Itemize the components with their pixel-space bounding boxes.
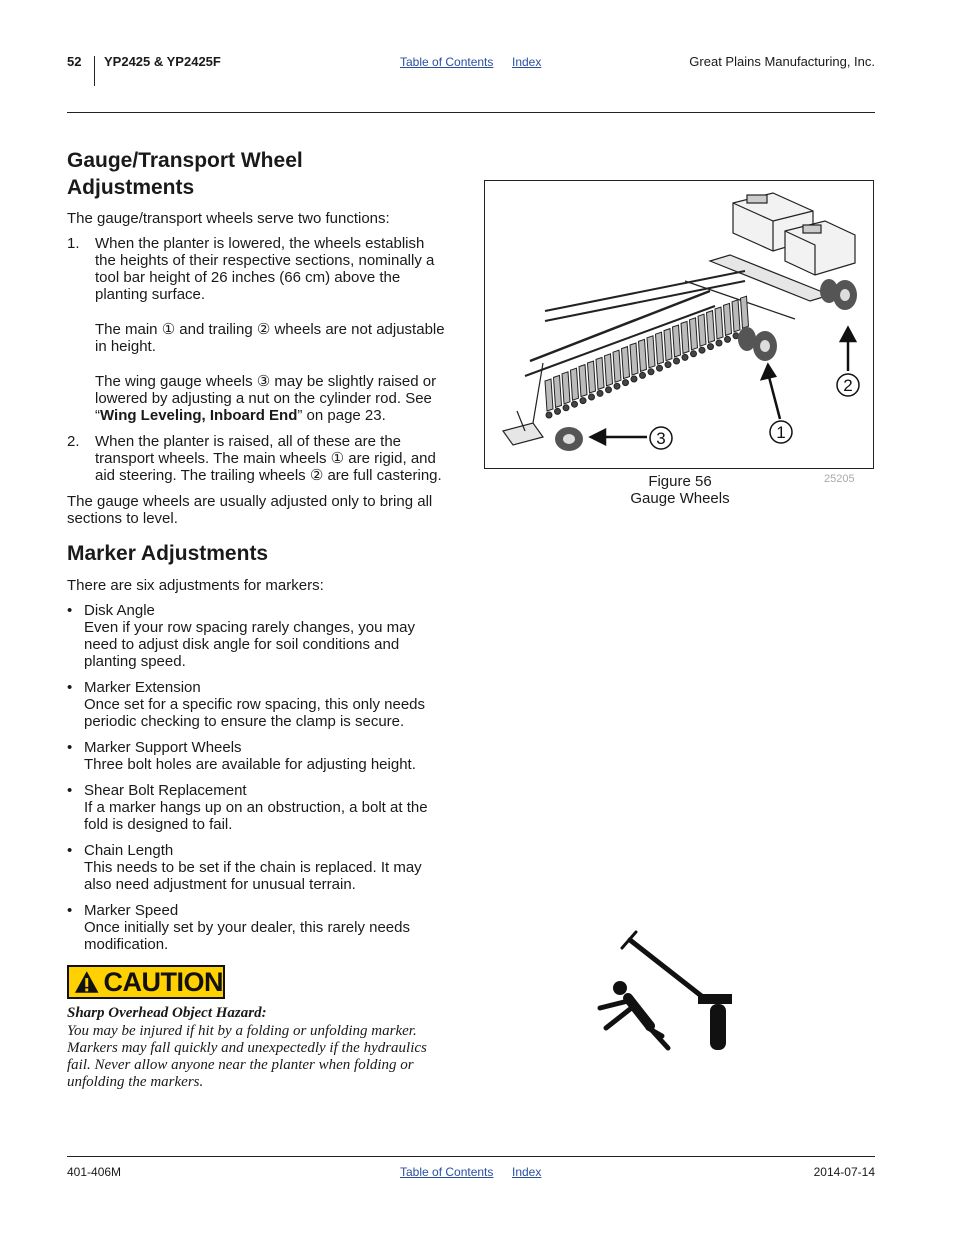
caution-banner (67, 965, 225, 999)
row-unit (681, 321, 689, 353)
row-unit-wheel (546, 412, 552, 418)
bullet-glyph: • (67, 842, 73, 859)
row-unit-wheel (589, 394, 595, 400)
row-unit-wheel (716, 340, 722, 346)
row-unit-wheel (648, 369, 654, 375)
cross-reference-wing-leveling: Wing Leveling, Inboard End (100, 407, 298, 424)
warning-triangle-icon (74, 970, 100, 994)
list-item: Marker Speed Once initially set by your dealer, this rarely needs modification. (84, 902, 410, 953)
list-item-2-text: When the planter is raised, all of these are the transport wheels. The main wheels ① are rigid, and aid steering. The trailing wheels ② are full castering. (95, 433, 442, 484)
row-unit-wheel (597, 390, 603, 396)
row-unit (690, 318, 698, 350)
row-unit (622, 347, 630, 379)
row-unit-wheel (614, 383, 620, 389)
row-unit (724, 303, 732, 335)
overhead-marker-hazard-icon (588, 928, 738, 1056)
model-title: YP2425 & YP2425F (104, 54, 221, 69)
list-item: Shear Bolt Replacement If a marker hangs up on an obstruction, a bolt at the fold is designed to fail. (84, 782, 428, 833)
row-unit (741, 296, 749, 328)
list-item: Chain Length This needs to be set if the chain is replaced. It may also need adjustment for unusual terrain. (84, 842, 422, 893)
row-unit (545, 379, 553, 411)
bullet-glyph: • (67, 739, 73, 756)
list-item: Marker Extension Once set for a specific row spacing, this only needs periodic checking to ensure the clamp is secure. (84, 679, 426, 730)
list-item-1-para2: The main ① and trailing ② wheels are not adjustable in height. (95, 321, 445, 355)
row-unit (698, 314, 706, 346)
list-number-2: 2. (67, 433, 80, 450)
list-item: Marker Support Wheels Three bolt holes are available for adjusting height. (84, 739, 416, 773)
row-unit-wheel (665, 362, 671, 368)
gauge-closing: The gauge wheels are usually adjusted only to bring all sections to level. (67, 493, 433, 527)
row-unit-wheel (708, 344, 714, 350)
bullet-glyph: • (67, 902, 73, 919)
row-unit-wheel (631, 376, 637, 382)
hazard-text: You may be injured if hit by a folding or unfolding marker. Markers may fall quickly and unexpectedly if the hydraulics fail. Never allow anyone near the planter when folding or unfolding the markers. (67, 1023, 427, 1090)
doc-number: 401-406M (67, 1165, 122, 1179)
planter-illustration (485, 181, 873, 468)
row-unit-wheel (606, 387, 612, 393)
row-unit (639, 339, 647, 371)
page-number: 52 (67, 54, 82, 69)
row-unit (732, 300, 740, 332)
bullet-glyph: • (67, 679, 73, 696)
row-unit-wheel (725, 336, 731, 342)
list-item: Disk Angle Even if your row spacing rarely changes, you may need to adjust disk angle for soil conditions and planting speed. (84, 602, 415, 670)
section-title-marker: Marker Adjustments (67, 542, 269, 565)
callout-3: 3 (656, 429, 666, 448)
row-unit-wheel (572, 401, 578, 407)
row-unit-wheel (563, 405, 569, 411)
callout-1: 1 (776, 423, 786, 442)
row-unit-wheel (623, 380, 629, 386)
figure-gauge-wheels (484, 180, 874, 469)
footer-date: 2014-07-14 (813, 1165, 875, 1179)
row-unit (554, 375, 562, 407)
row-unit-wheel (640, 372, 646, 378)
callout-2: 2 (843, 376, 853, 395)
row-unit (664, 329, 672, 361)
row-unit (647, 336, 655, 368)
caution-label: CAUTION (103, 966, 223, 997)
footer-rule (67, 1156, 875, 1157)
list-number-1: 1. (67, 235, 80, 252)
row-unit (707, 311, 715, 343)
row-unit (613, 350, 621, 382)
footer-index-link[interactable]: Index (512, 1165, 542, 1179)
header-rule (67, 112, 875, 113)
row-unit (605, 354, 613, 386)
row-unit-wheel (674, 358, 680, 364)
row-unit (596, 357, 604, 389)
figure-ref-number: 25205 (824, 473, 855, 485)
gauge-intro: The gauge/transport wheels serve two functions: (67, 210, 390, 227)
bullet-glyph: • (67, 782, 73, 799)
header-index-link[interactable]: Index (512, 55, 542, 69)
row-unit-wheel (682, 354, 688, 360)
bullet-glyph: • (67, 602, 73, 619)
figure-caption: Figure 56 Gauge Wheels (630, 473, 730, 507)
row-unit (588, 361, 596, 393)
hazard-title: Sharp Overhead Object Hazard: (67, 1005, 267, 1021)
header-toc-link[interactable]: Table of Contents (400, 55, 494, 69)
row-unit-wheel (555, 408, 561, 414)
list-item-1-para3: The wing gauge wheels ③ may be slightly raised or lowered by adjusting a nut on the cylinder rod. See “Wing Leveling, Inboard End” on page 23. (95, 373, 437, 424)
row-unit (579, 365, 587, 397)
row-unit (630, 343, 638, 375)
row-unit (673, 325, 681, 357)
row-unit-wheel (580, 398, 586, 404)
marker-intro: There are six adjustments for markers: (67, 577, 324, 594)
footer-toc-link[interactable]: Table of Contents (400, 1165, 494, 1179)
row-unit (571, 368, 579, 400)
row-unit-wheel (657, 365, 663, 371)
row-unit-wheel (691, 351, 697, 357)
section-title-gauge: Gauge/Transport Wheel Adjustments (67, 149, 303, 199)
row-unit (562, 372, 570, 404)
company-name: Great Plains Manufacturing, Inc. (689, 54, 875, 69)
header-divider (94, 56, 95, 86)
row-unit-wheel (699, 347, 705, 353)
row-unit (715, 307, 723, 339)
row-unit (656, 332, 664, 364)
list-item-1-text: When the planter is lowered, the wheels establish the heights of their respective sections, nominally a tool bar height of 26 inches (66 cm) above the planting surface. (95, 235, 435, 303)
